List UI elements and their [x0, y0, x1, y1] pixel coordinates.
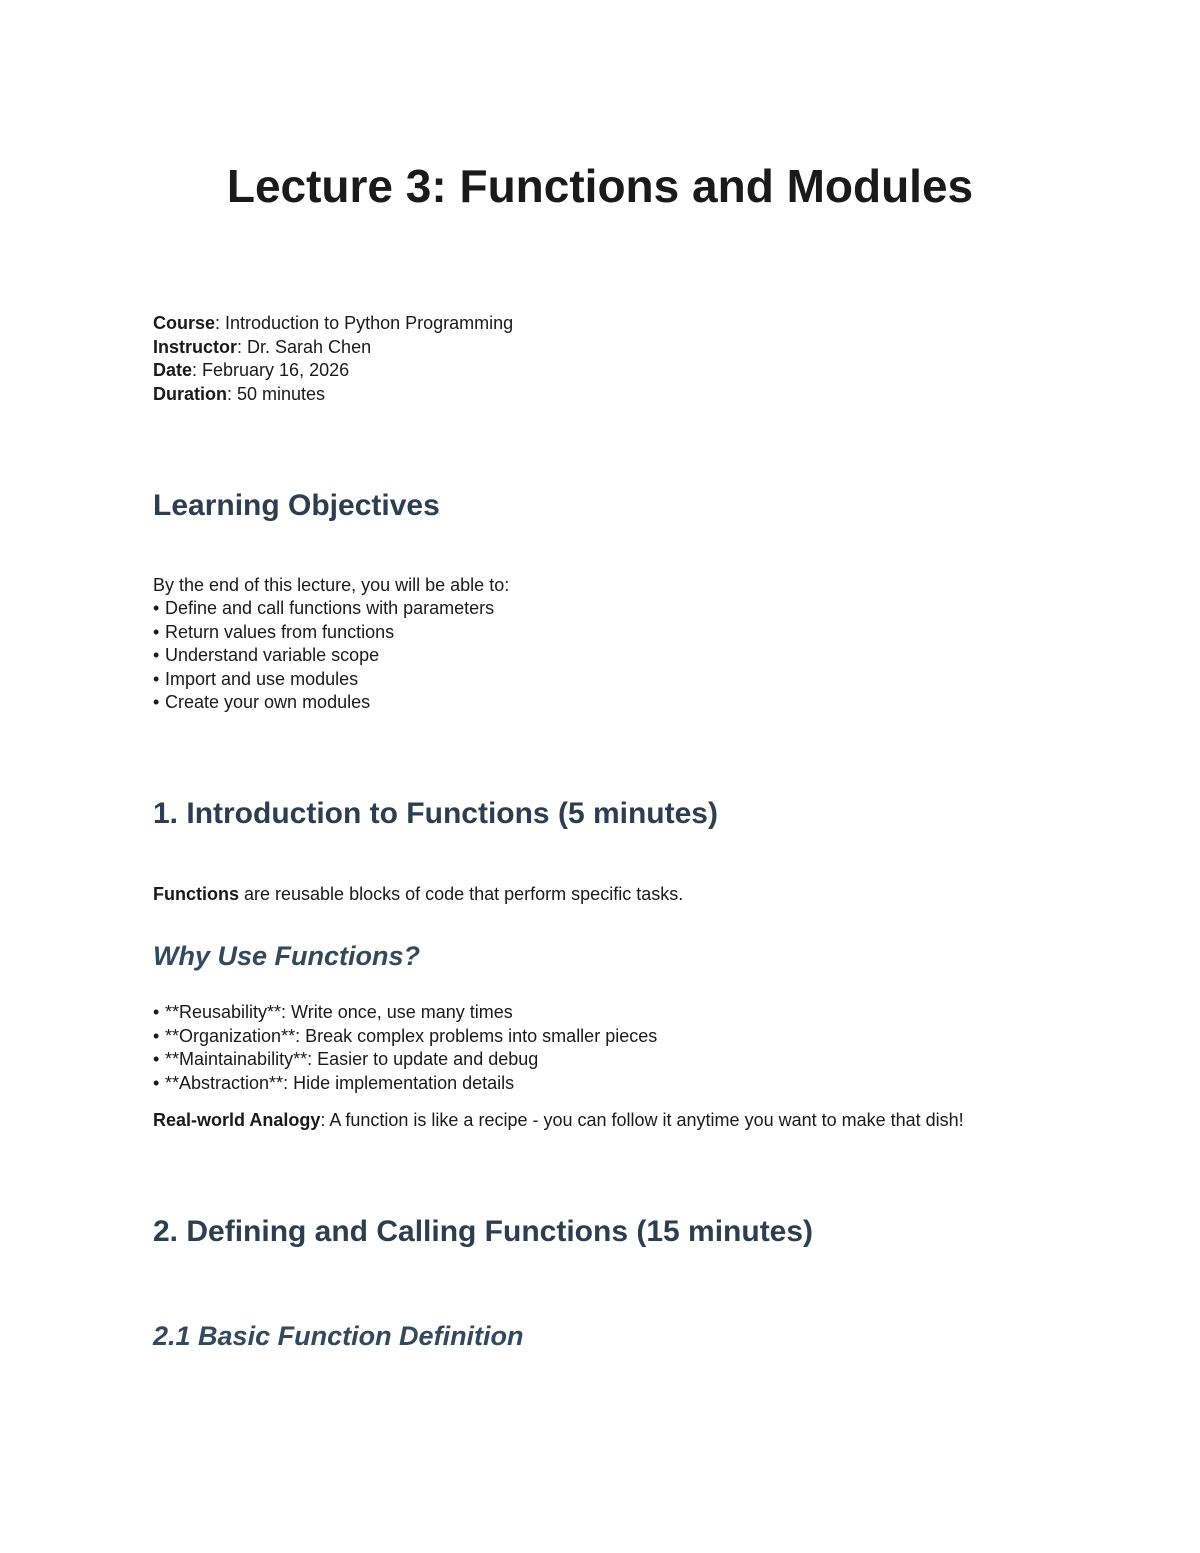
objectives-heading: Learning Objectives — [153, 489, 440, 522]
list-item: • **Maintainability**: Easier to update and debug — [153, 1048, 657, 1072]
bullet-icon: • — [153, 598, 160, 618]
analogy-label: Real-world Analogy — [153, 1110, 321, 1130]
objectives-intro: By the end of this lecture, you will be able to: — [153, 575, 510, 595]
basic-definition-heading: 2.1 Basic Function Definition — [153, 1321, 524, 1351]
why-functions-heading: Why Use Functions? — [153, 941, 421, 971]
bullet-icon: • — [153, 1049, 160, 1069]
bullet-icon: • — [153, 645, 160, 665]
list-item: • **Abstraction**: Hide implementation details — [153, 1072, 657, 1096]
bullet-icon: • — [153, 1072, 160, 1093]
list-item: • Create your own modules — [153, 691, 494, 715]
meta-instructor — [153, 336, 513, 360]
list-item: • Return values from functions — [153, 621, 494, 645]
functions-definition — [153, 883, 683, 907]
reasons-list — [153, 1001, 657, 1095]
list-item: • Understand variable scope — [153, 644, 494, 668]
list-item: • Import and use modules — [153, 668, 494, 692]
lecture-metadata — [153, 312, 513, 406]
definition-term: Functions — [153, 884, 239, 904]
bullet-icon: • — [153, 668, 160, 689]
analogy-text: : A function is like a recipe - you can follow it anytime you want to make that dish! — [320, 1110, 964, 1130]
meta-label: Instructor — [153, 336, 238, 357]
meta-label: Date — [153, 360, 193, 380]
objectives-list — [153, 597, 494, 715]
list-item: • **Organization**: Break complex problems into smaller pieces — [153, 1025, 657, 1049]
meta-label: Duration — [153, 383, 227, 404]
meta-duration — [153, 383, 513, 407]
list-item: • **Reusability**: Write once, use many times — [153, 1001, 657, 1025]
meta-label: Course — [153, 313, 216, 333]
section2-heading: 2. Defining and Calling Functions (15 minutes) — [153, 1215, 814, 1248]
meta-value: : February 16, 2026 — [192, 360, 350, 380]
meta-course — [153, 312, 513, 336]
meta-date — [153, 359, 513, 383]
definition-text: are reusable blocks of code that perform specific tasks. — [239, 884, 684, 904]
bullet-icon: • — [153, 1025, 160, 1046]
section1-heading: 1. Introduction to Functions (5 minutes) — [153, 797, 718, 830]
meta-value: : Dr. Sarah Chen — [237, 336, 372, 357]
bullet-icon: • — [153, 621, 160, 642]
bullet-icon: • — [153, 1002, 160, 1022]
analogy-paragraph — [153, 1109, 964, 1133]
bullet-icon: • — [153, 692, 160, 712]
meta-value: : 50 minutes — [227, 383, 326, 404]
page-title: Lecture 3: Functions and Modules — [226, 160, 974, 212]
meta-value: : Introduction to Python Programming — [215, 313, 514, 333]
list-item: • Define and call functions with parameters — [153, 597, 494, 621]
